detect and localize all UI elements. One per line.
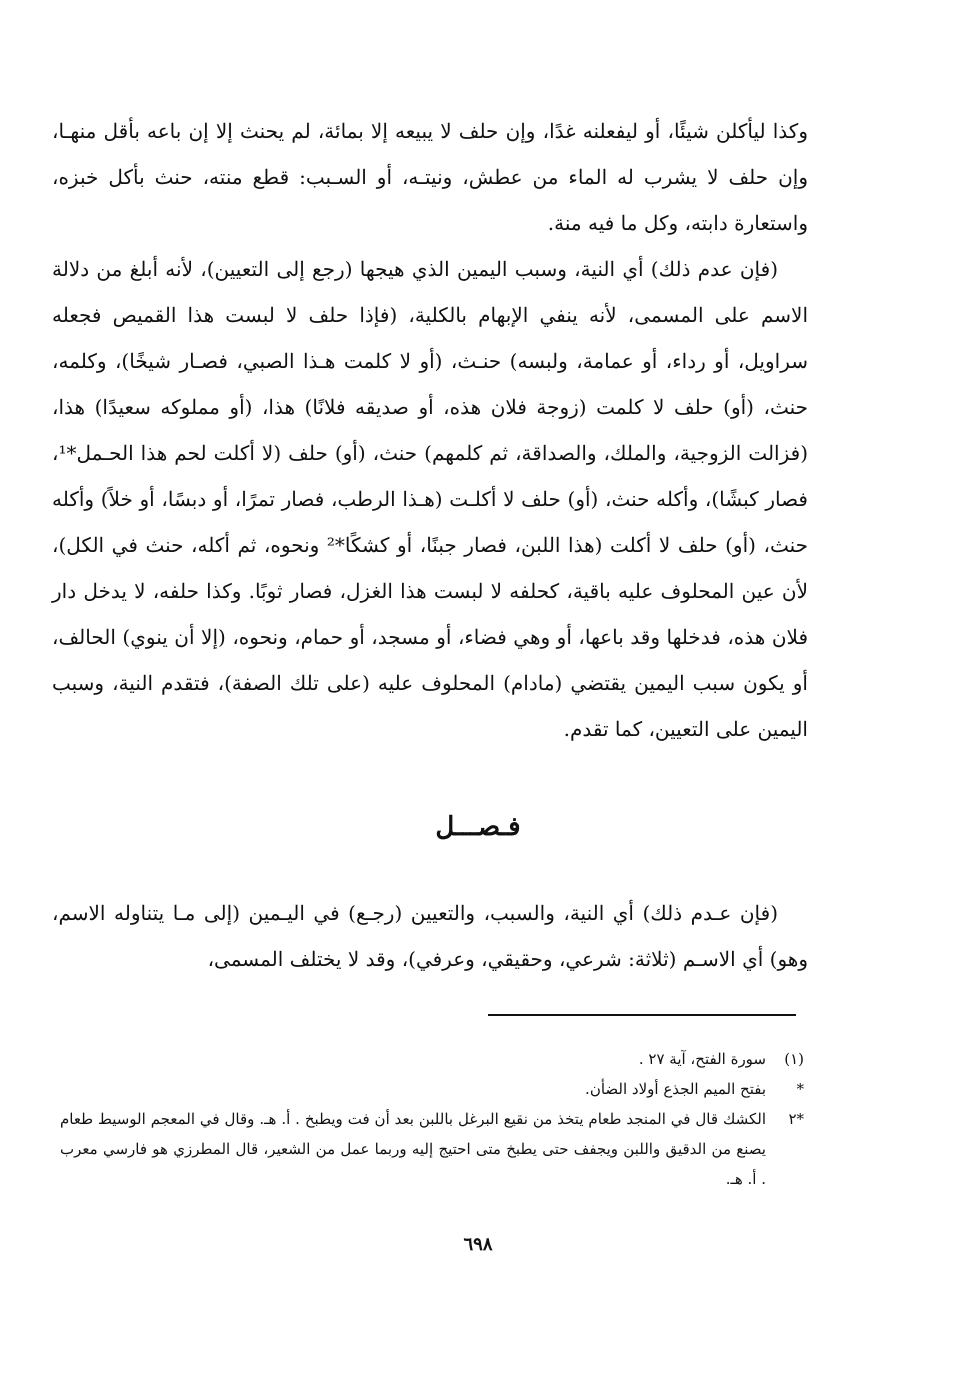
footnote-marker: * bbox=[796, 1080, 804, 1098]
footnote-marker: *٢ bbox=[788, 1110, 804, 1128]
paragraph-oath-continuation: وكذا ليأكلن شيئًا، أو ليفعلنه غدًا، وإن حلف لا يبيعه إلا بمائة، لم يحنث إلا إن باعه بأقل منهـا، وإن حلف لا يشرب له الماء من عطش، ونيتـه، أو السـبب: قطع منته، حنث بأكل خبزه، واستعارة دابته، وكل ما فيه منة. bbox=[52, 119, 808, 235]
page-number: ٦٩٨ bbox=[463, 1234, 493, 1255]
paragraph-specification: (فإن عدم ذلك) أي النية، وسبب اليمين الذي هيجها (رجع إلى التعيين)، لأنه أبلغ من دلالة الاسم على المسمى، لأنه ينفي الإبهام بالكلية، (فإذا حلف لا لبست هذا القميص فجعله سراويل، أو رداء، أو عمامة، ولبسه) حنـث، (أو لا كلمت هـذا الصبي، فصـار شيخًا)، وكلمه، حنث، (أو) حلف لا كلمت (زوجة فلان هذه، أو صديقه فلانًا) هذا، (أو مملوكه سعيدًا) هذا، (فزالت الزوجية، والملك، والصداقة، ثم كلمهم) حنث، (أو) حلف (لا أكلت لحم هذا الحـمل*¹، فصار كبشًا)، وأكله حنث، (أو) حلف لا أكلـت (هـذا الرطب، فصار تمرًا، أو دبسًا، أو خلاً) وأكله حنث، (أو) حلف لا أكلت (هذا اللبن، فصار جبنًا، أو كشكًا*² ونحوه، ثم أكله، حنث في الكل)، لأن عين المحلوف عليه باقية، كحلفه لا لبست هذا الغزل، فصار ثوبًا. وكذا حلفه، لا يدخل دار فلان هذه، فدخلها وقد باعها، أو وهي فضاء، أو مسجد، أو حمام، ونحوه، (إلا أن ينوي) الحالف، أو يكون سبب اليمين يقتضي (مادام) المحلوف عليه (على تلك الصفة)، فتقدم النية، وسبب اليمين على التعيين، كما تقدم. bbox=[52, 257, 809, 741]
section-text bbox=[52, 890, 808, 982]
footnote-item bbox=[60, 1104, 804, 1194]
main-text bbox=[52, 108, 808, 752]
footnote-text: بفتح الميم الجذع أولاد الضأن. bbox=[585, 1080, 766, 1098]
footnote-item bbox=[60, 1074, 804, 1104]
footnote-separator bbox=[488, 1014, 796, 1016]
section-heading: فـصـــل bbox=[435, 812, 521, 842]
footnotes bbox=[60, 1044, 804, 1194]
footnote-text: الكشك قال في المنجد طعام يتخذ من نقيع البرغل باللبن بعد أن فت ويطبخ . أ. هـ. وقال في المعجم الوسيط طعام يصنع من الدقيق واللبن ويجفف حتى يطبخ متى احتيج إليه وربما عمل من الشعير، قال المطرزي هو فارسي معرب . أ. هـ. bbox=[60, 1110, 766, 1188]
footnote-marker: (١) bbox=[784, 1050, 804, 1068]
footnote-item bbox=[60, 1044, 804, 1074]
paragraph-name-meaning: (فإن عـدم ذلك) أي النية، والسبب، والتعيين (رجـع) في اليـمين (إلى مـا يتناوله الاسم، وهو) أي الاسـم (ثلاثة: شرعي، وحقيقي، وعرفي)، وقد لا يختلف المسمى، bbox=[52, 901, 808, 971]
footnote-text: سورة الفتح، آية ٢٧ . bbox=[638, 1050, 766, 1068]
